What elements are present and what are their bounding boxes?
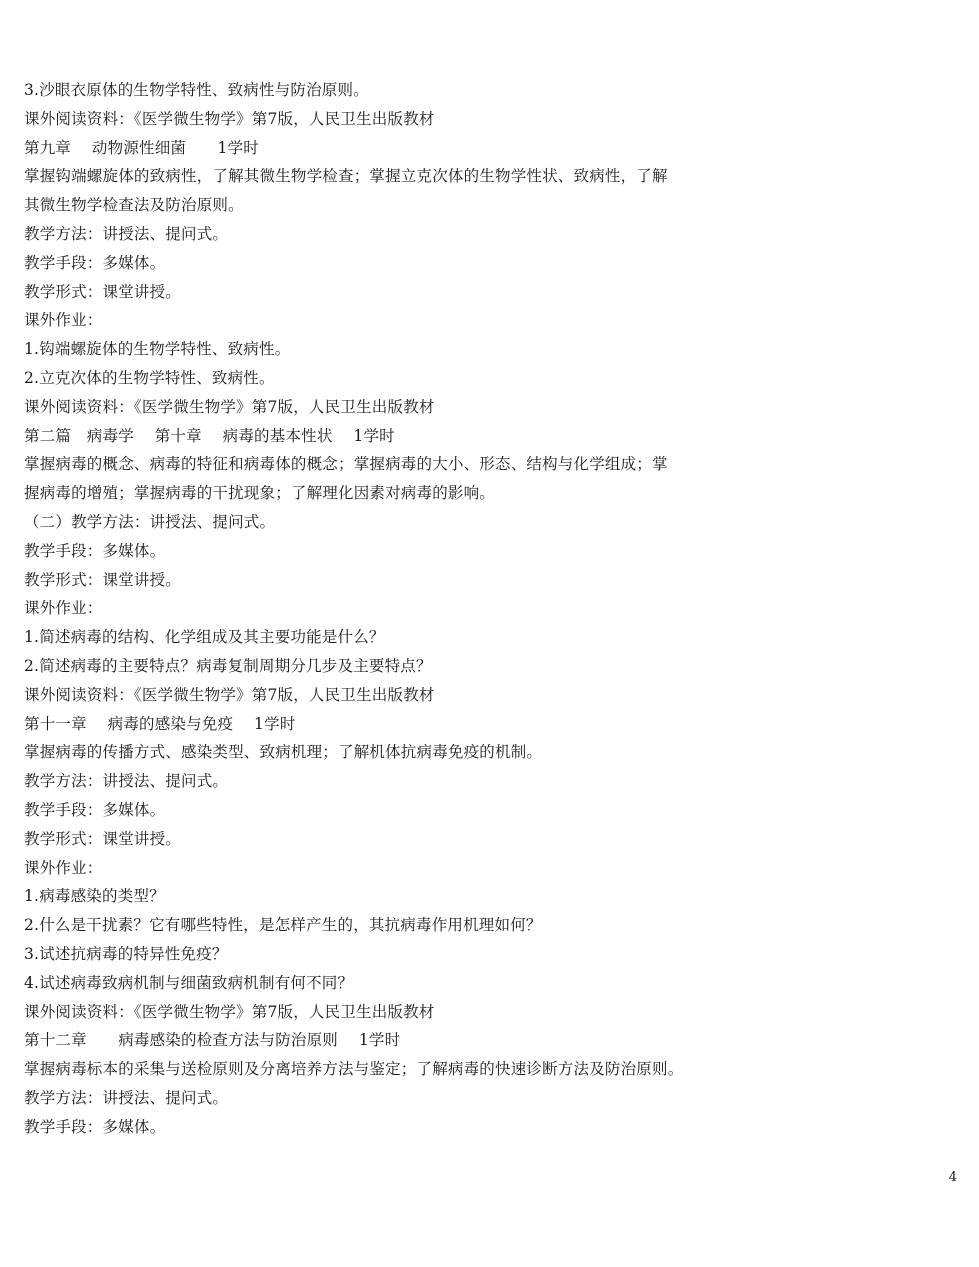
document-body xyxy=(24,76,954,1141)
teaching-means-line: 教学手段：多媒体。 xyxy=(24,541,166,560)
reading-material-line: 课外阅读资料：《医学微生物学》第7版，人民卫生出版教材 xyxy=(24,397,435,416)
homework-item: 1.钩端螺旋体的生物学特性、致病性。 xyxy=(24,340,291,359)
text-line: 掌握病毒标本的采集与送检原则及分离培养方法与鉴定；了解病毒的快速诊断方法及防治原则。 xyxy=(24,1060,684,1079)
text-line: 其微生物学检查法及防治原则。 xyxy=(24,196,244,215)
homework-item: 3.试述抗病毒的特异性免疫？ xyxy=(24,944,228,963)
reading-material-line: 课外阅读资料：《医学微生物学》第7版，人民卫生出版教材 xyxy=(24,109,435,128)
homework-item: 1.病毒感染的类型？ xyxy=(24,887,165,906)
teaching-method-line: 教学方法：讲授法、提问式。 xyxy=(24,224,229,243)
teaching-means-line: 教学手段：多媒体。 xyxy=(24,253,166,272)
homework-label: 课外作业： xyxy=(24,599,103,618)
text-line: 掌握钩端螺旋体的致病性，了解其微生物学检查；掌握立克次体的生物学性状、致病性，了解 xyxy=(24,167,668,186)
homework-item: 2.什么是干扰素？它有哪些特性，是怎样产生的，其抗病毒作用机理如何？ xyxy=(24,916,542,935)
homework-label: 课外作业： xyxy=(24,311,103,330)
homework-item: 1.简述病毒的结构、化学组成及其主要功能是什么？ xyxy=(24,628,385,647)
homework-item: 2.立克次体的生物学特性、致病性。 xyxy=(24,368,275,387)
reading-material-line: 课外阅读资料：《医学微生物学》第7版，人民卫生出版教材 xyxy=(24,1002,435,1021)
text-line: 3.沙眼衣原体的生物学特性、致病性与防治原则。 xyxy=(24,81,369,99)
text-line: 握病毒的增殖；掌握病毒的干扰现象；了解理化因素对病毒的影响。 xyxy=(24,484,496,503)
chapter-heading: 第十二章 病毒感染的检查方法与防治原则 1学时 xyxy=(24,1031,401,1050)
teaching-means-line: 教学手段：多媒体。 xyxy=(24,1117,166,1136)
teaching-method-line: （二）教学方法：讲授法、提问式。 xyxy=(24,512,276,531)
teaching-form-line: 教学形式：课堂讲授。 xyxy=(24,829,182,848)
chapter-heading: 第九章 动物源性细菌 1学时 xyxy=(24,138,259,157)
homework-item: 4.试述病毒致病机制与细菌致病机制有何不同？ xyxy=(24,973,354,992)
text-line: 掌握病毒的传播方式、感染类型、致病机理；了解机体抗病毒免疫的机制。 xyxy=(24,743,543,762)
homework-label: 课外作业： xyxy=(24,858,103,877)
teaching-means-line: 教学手段：多媒体。 xyxy=(24,800,166,819)
homework-item: 2.简述病毒的主要特点？病毒复制周期分几步及主要特点？ xyxy=(24,656,432,675)
text-line: 掌握病毒的概念、病毒的特征和病毒体的概念；掌握病毒的大小、形态、结构与化学组成；掌 xyxy=(24,455,668,474)
chapter-heading: 第十一章 病毒的感染与免疫 1学时 xyxy=(24,714,296,733)
reading-material-line: 课外阅读资料：《医学微生物学》第7版，人民卫生出版教材 xyxy=(24,685,435,704)
teaching-form-line: 教学形式：课堂讲授。 xyxy=(24,282,182,301)
teaching-form-line: 教学形式：课堂讲授。 xyxy=(24,570,182,589)
chapter-heading: 第二篇 病毒学 第十章 病毒的基本性状 1学时 xyxy=(24,426,395,445)
teaching-method-line: 教学方法：讲授法、提问式。 xyxy=(24,1088,229,1107)
page-number: 4 xyxy=(948,1170,957,1185)
teaching-method-line: 教学方法：讲授法、提问式。 xyxy=(24,772,229,791)
